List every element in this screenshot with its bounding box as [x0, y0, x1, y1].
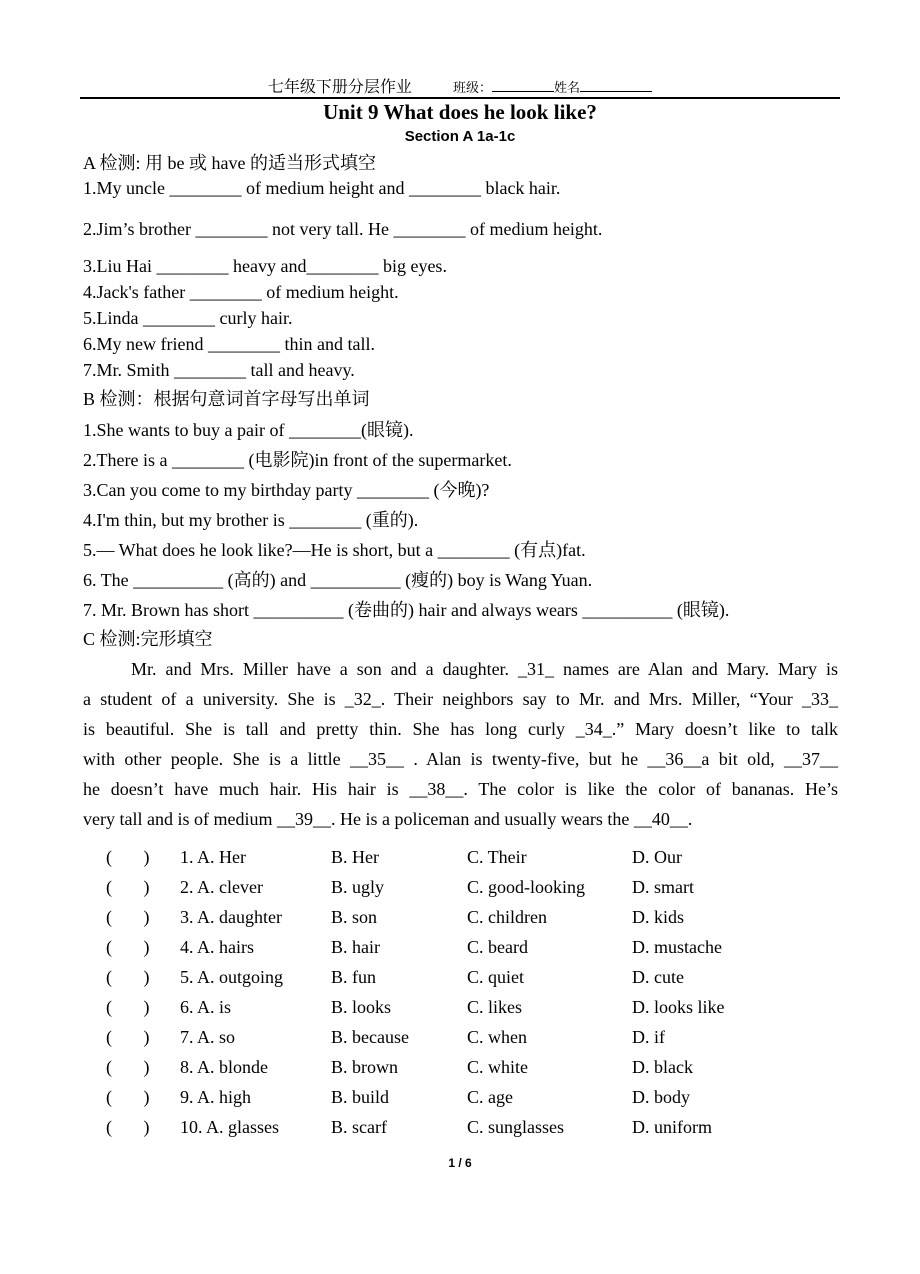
part-a-item: 5.Linda ________ curly hair. [83, 308, 293, 328]
answer-bracket[interactable]: ( ) [106, 1117, 150, 1137]
part-b-item: 1.She wants to buy a pair of ________(眼镜). [83, 420, 414, 440]
worksheet-title: 七年级下册分层作业 [267, 77, 412, 96]
option-choice: C. good-looking [467, 877, 586, 897]
part-b-item: 2.There is a ________ (电影院)in front of the supermarket. [83, 450, 512, 470]
option-choice: C. likes [467, 997, 523, 1017]
answer-bracket[interactable]: ( ) [106, 847, 150, 867]
option-choice: C. Their [467, 847, 527, 867]
unit-title: Unit 9 What does he look like? [323, 100, 597, 124]
part-b-item: 7. Mr. Brown has short __________ (卷曲的) hair and always wears __________ (眼镜). [83, 600, 730, 620]
option-row [0, 1116, 920, 1138]
part-a-item: 4.Jack's father ________ of medium height. [83, 282, 399, 302]
option-choice: C. age [467, 1087, 513, 1107]
part-b-heading: B 检测：根据句意词首字母写出单词 [83, 389, 370, 409]
option-row [0, 876, 920, 898]
passage-line: very tall and is of medium __39__. He is a policeman and usually wears the __40__. [83, 809, 693, 829]
part-b-item: 3.Can you come to my birthday party ________ (今晚)? [83, 480, 490, 500]
option-choice: 9. A. high [180, 1087, 252, 1107]
option-row [0, 936, 920, 958]
answer-bracket[interactable]: ( ) [106, 937, 150, 957]
option-row [0, 846, 920, 868]
name-blank [580, 77, 652, 92]
option-choice: 10. A. glasses [180, 1117, 279, 1137]
option-choice: 6. A. is [180, 997, 232, 1017]
option-row [0, 1026, 920, 1048]
answer-bracket[interactable]: ( ) [106, 1057, 150, 1077]
answer-bracket[interactable]: ( ) [106, 907, 150, 927]
option-choice: B. ugly [331, 877, 385, 897]
option-choice: 2. A. clever [180, 877, 263, 897]
page-header [0, 74, 920, 97]
option-choice: D. body [632, 1087, 690, 1107]
answer-bracket[interactable]: ( ) [106, 997, 150, 1017]
answer-bracket[interactable]: ( ) [106, 1087, 150, 1107]
passage-line: he doesn’t have much hair. His hair is __38__. The color is like the color of bananas. He’s [83, 779, 838, 799]
option-choice: C. beard [467, 937, 528, 957]
option-choice: D. Our [632, 847, 682, 867]
option-choice: C. when [467, 1027, 527, 1047]
answer-bracket[interactable]: ( ) [106, 967, 150, 987]
passage-line: with other people. She is a little __35__ . Alan is twenty-five, but he __36__a bit old, __37__ [83, 749, 838, 769]
page-number: 1 / 6 [448, 1156, 472, 1170]
part-b-item: 6. The __________ (高的) and __________ (瘦的) boy is Wang Yuan. [83, 570, 593, 590]
class-blank [492, 77, 554, 92]
option-row [0, 966, 920, 988]
option-choice: C. sunglasses [467, 1117, 565, 1137]
part-a-item: 3.Liu Hai ________ heavy and________ big eyes. [83, 256, 447, 276]
passage-line: is beautiful. She is tall and pretty thin. She has long curly _34_.” Mary doesn’t like to talk [83, 719, 838, 739]
passage-line: a student of a university. She is _32_. Their neighbors say to Mr. and Mrs. Miller, “Your _33_ [83, 689, 838, 709]
option-choice: 7. A. so [180, 1027, 236, 1047]
name-label: 姓名 [554, 81, 581, 96]
part-b-item: 5.— What does he look like?—He is short, but a ________ (有点)fat. [83, 540, 586, 560]
option-choice: B. son [331, 907, 378, 927]
option-choice: 5. A. outgoing [180, 967, 284, 987]
part-a-item: 6.My new friend ________ thin and tall. [83, 334, 375, 354]
option-choice: B. because [331, 1027, 409, 1047]
option-choice: D. smart [632, 877, 694, 897]
option-row [0, 1056, 920, 1078]
part-c-heading: C 检测:完形填空 [83, 629, 213, 649]
option-choice: D. looks like [632, 997, 725, 1017]
option-choice: B. Her [331, 847, 379, 867]
option-choice: D. black [632, 1057, 693, 1077]
option-choice: B. build [331, 1087, 390, 1107]
option-choice: D. uniform [632, 1117, 712, 1137]
option-choice: D. if [632, 1027, 665, 1047]
option-choice: C. white [467, 1057, 528, 1077]
option-choice: D. cute [632, 967, 684, 987]
option-choice: 3. A. daughter [180, 907, 282, 927]
option-row [0, 1086, 920, 1108]
header-rule [80, 97, 840, 99]
option-row [0, 996, 920, 1018]
option-choice: B. hair [331, 937, 380, 957]
option-choice: 8. A. blonde [180, 1057, 268, 1077]
part-a-item: 2.Jim’s brother ________ not very tall. He ________ of medium height. [83, 219, 603, 239]
answer-bracket[interactable]: ( ) [106, 877, 150, 897]
option-choice: D. mustache [632, 937, 722, 957]
passage-line: Mr. and Mrs. Miller have a son and a daughter. _31_ names are Alan and Mary. Mary is [131, 659, 838, 679]
part-a-item: 7.Mr. Smith ________ tall and heavy. [83, 360, 355, 380]
option-choice: 1. A. Her [180, 847, 246, 867]
option-choice: B. brown [331, 1057, 398, 1077]
option-choice: B. fun [331, 967, 376, 987]
option-row [0, 906, 920, 928]
class-label: 班级： [453, 81, 493, 96]
part-b-item: 4.I'm thin, but my brother is ________ (重的). [83, 510, 419, 530]
option-choice: C. children [467, 907, 547, 927]
option-choice: B. looks [331, 997, 392, 1017]
option-choice: D. kids [632, 907, 685, 927]
option-choice: C. quiet [467, 967, 524, 987]
section-title: Section A 1a-1c [404, 128, 516, 145]
part-a-item: 1.My uncle ________ of medium height and ________ black hair. [83, 178, 561, 198]
option-choice: 4. A. hairs [180, 937, 254, 957]
option-choice: B. scarf [331, 1117, 387, 1137]
answer-bracket[interactable]: ( ) [106, 1027, 150, 1047]
part-a-heading: A 检测: 用 be 或 have 的适当形式填空 [83, 153, 376, 173]
